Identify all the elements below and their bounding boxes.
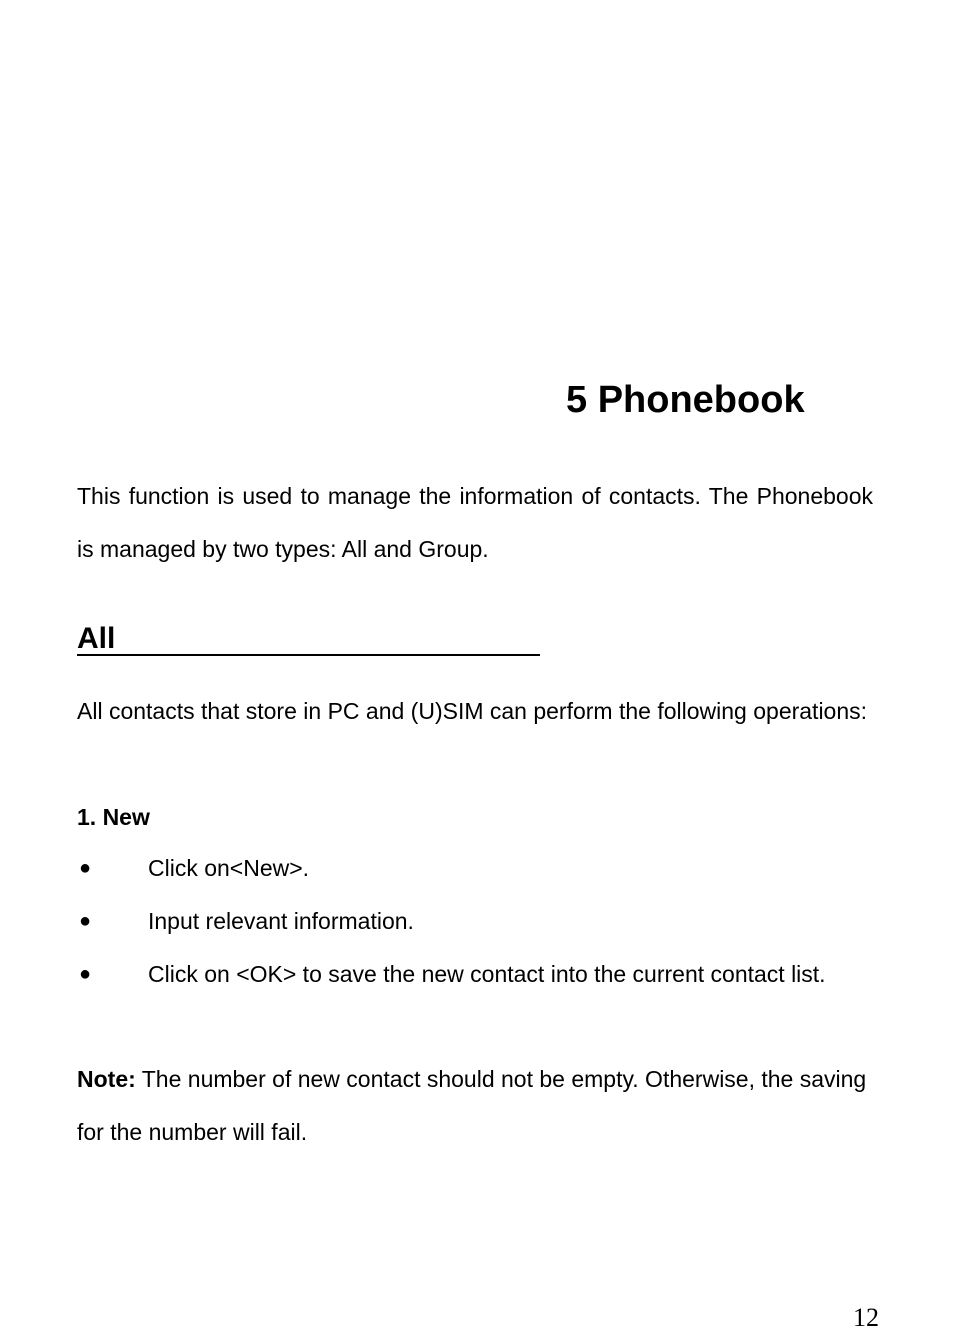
bullet-icon: ● (79, 963, 92, 985)
page-number: 12 (853, 1303, 879, 1332)
step-text: Click on<New>. (148, 855, 310, 881)
subheading-new: 1. New (77, 804, 150, 830)
intro-paragraph: This function is used to manage the information of contacts. The Phonebook is managed by two types: All and Group. (77, 483, 873, 562)
list-item (77, 842, 873, 895)
list-item (77, 895, 873, 948)
chapter-title: 5 Phonebook (566, 379, 805, 421)
section-heading-all: All (77, 620, 540, 656)
step-text: Click on <OK> to save the new contact into the current contact list. (148, 961, 826, 987)
steps-list (77, 842, 873, 1001)
list-item (77, 948, 873, 1001)
bullet-icon: ● (79, 857, 92, 879)
section-intro-paragraph: All contacts that store in PC and (U)SIM can perform the following operations: (77, 698, 868, 724)
note-paragraph (77, 1053, 877, 1159)
note-label: Note: (77, 1066, 136, 1092)
step-text: Input relevant information. (148, 908, 414, 934)
bullet-icon: ● (79, 910, 92, 932)
note-text: The number of new contact should not be empty. Otherwise, the saving for the number will fail. (77, 1066, 867, 1145)
